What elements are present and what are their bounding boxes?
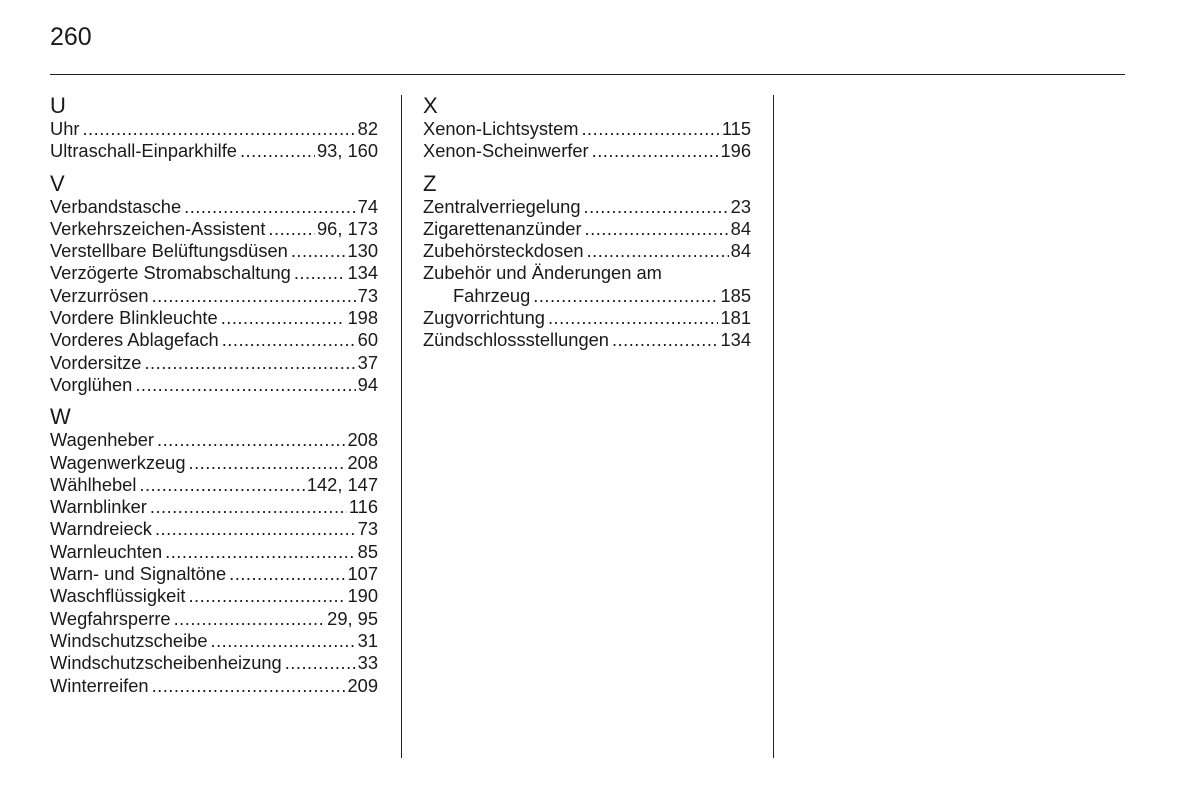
dot-leader [184, 196, 356, 218]
index-entry-pages: 142, 147 [306, 473, 378, 495]
index-entry-pages: 115 [721, 118, 751, 139]
index-entry-term: Wählhebel [50, 473, 137, 495]
index-entry-pages: 208 [347, 429, 378, 451]
index-column-2 [423, 95, 751, 362]
dot-leader [587, 240, 729, 262]
index-entry-term: Verzurrösen [50, 284, 149, 306]
index-entry-term: Wegfahrsperre [50, 607, 171, 629]
index-entry [50, 352, 378, 374]
index-entry [423, 118, 751, 140]
index-entry-pages: 190 [347, 585, 378, 607]
index-entry-pages: 181 [720, 307, 751, 329]
index-entry-pages: 96, 173 [317, 217, 378, 239]
dot-leader [548, 307, 719, 329]
section-letter: V [50, 170, 65, 196]
column-divider [773, 95, 774, 758]
index-entry-pages: 33 [357, 652, 378, 674]
index-entry-pages: 94 [357, 373, 378, 395]
index-entry [50, 196, 378, 218]
dot-leader [188, 585, 345, 607]
index-entry [423, 329, 751, 351]
index-entry-pages: 198 [347, 307, 378, 329]
index-entry-term: Warnblinker [50, 496, 147, 518]
index-entry-pages: 134 [720, 329, 751, 351]
index-entry-term: Windschutzscheibenheizung [50, 652, 282, 674]
dot-leader [174, 608, 326, 630]
index-entry-term: Zündschlossstellungen [423, 329, 609, 351]
index-entry-pages: 93, 160 [317, 140, 378, 162]
dot-leader [222, 329, 356, 351]
index-entry [50, 541, 378, 563]
index-entry-pages: 130 [347, 240, 378, 262]
dot-leader [155, 518, 356, 540]
index-entry [50, 563, 378, 585]
index-entry-term: Zentralverriegelung [423, 195, 581, 217]
index-entry-pages: 82 [357, 118, 378, 139]
section-letter: Z [423, 170, 437, 196]
index-entry [50, 329, 378, 351]
index-entry-pages: 196 [720, 140, 751, 162]
index-entry [50, 652, 378, 674]
index-entry-term: Vordersitze [50, 351, 142, 373]
index-entry [423, 218, 751, 240]
index-entry [50, 496, 378, 518]
index-entry-pages: 85 [357, 540, 378, 562]
index-entry-pages: 116 [348, 496, 378, 518]
index-entry-term: Verbandstasche [50, 195, 182, 217]
index-entry-term: Wagenwerkzeug [50, 451, 186, 473]
index-entry-pages: 84 [730, 240, 751, 262]
index-entry-term: Xenon-Scheinwerfer [423, 140, 589, 162]
index-entry [50, 518, 378, 540]
index-entry-pages: 73 [357, 518, 378, 540]
index-entry-pages: 208 [347, 451, 378, 473]
index-entry-term: Uhr [50, 118, 80, 139]
index-section [423, 95, 751, 163]
index-entry-term: Vordere Blinkleuchte [50, 307, 218, 329]
index-entry [423, 285, 751, 307]
dot-leader [612, 329, 719, 351]
index-entry-term: Zugvorrichtung [423, 307, 545, 329]
index-entry [50, 262, 378, 284]
index-entry [50, 630, 378, 652]
index-entry [50, 585, 378, 607]
index-entry [50, 140, 378, 162]
dot-leader [152, 675, 346, 697]
index-entry-term: Waschflüssigkeit [50, 585, 186, 607]
index-entry-term: Windschutzscheibe [50, 629, 208, 651]
index-entry [423, 196, 751, 218]
page-number: 260 [50, 23, 92, 51]
index-entry-term: Verstellbare Belüftungsdüsen [50, 240, 288, 262]
dot-leader [585, 218, 729, 240]
index-entry [50, 474, 378, 496]
dot-leader [229, 563, 345, 585]
index-entry-term: Warnleuchten [50, 540, 163, 562]
section-letter: U [50, 93, 66, 118]
section-letter: X [423, 93, 438, 118]
index-entry-term: Warn- und Signaltöne [50, 563, 227, 585]
index-entry-term: Winterreifen [50, 674, 149, 696]
index-entry-continuation: Fahrzeug [453, 284, 531, 306]
index-entry-term: Wagenheber [50, 429, 155, 451]
dot-leader [592, 140, 719, 162]
index-entry-pages: 134 [347, 262, 378, 284]
index-entry-term: Zigarettenanzünder [423, 217, 582, 239]
index-section [50, 170, 378, 397]
index-entry-term: Zubehör und Änderungen am [423, 262, 662, 284]
index-entry-pages: 29, 95 [327, 607, 378, 629]
index-entry-term: Zubehörsteckdosen [423, 240, 584, 262]
dot-leader [150, 496, 347, 518]
dot-leader [285, 652, 356, 674]
index-entry [50, 675, 378, 697]
dot-leader [139, 474, 304, 496]
index-section [50, 95, 378, 163]
index-entry [50, 118, 378, 140]
section-letter: W [50, 404, 71, 430]
dot-leader [581, 118, 719, 140]
index-entry-term: Verzögerte Stromabschaltung [50, 262, 291, 284]
index-entry-pages: 73 [357, 284, 378, 306]
index-entry-pages: 37 [357, 351, 378, 373]
column-divider [401, 95, 402, 758]
index-entry [50, 240, 378, 262]
dot-leader [211, 630, 356, 652]
index-entry [50, 608, 378, 630]
index-entry-term: Vorderes Ablagefach [50, 329, 219, 351]
index-entry-term: Verkehrszeichen-Assistent [50, 217, 266, 239]
index-section [50, 406, 378, 697]
dot-leader [144, 352, 355, 374]
dot-leader [584, 196, 729, 218]
dot-leader [291, 240, 346, 262]
index-entry-pages: 23 [730, 195, 751, 217]
index-entry [50, 285, 378, 307]
index-entry-pages: 31 [357, 629, 378, 651]
index-entry [50, 307, 378, 329]
index-entry-pages: 84 [730, 217, 751, 239]
dot-leader [152, 285, 356, 307]
index-entry [50, 452, 378, 474]
index-entry-pages: 74 [357, 195, 378, 217]
dot-leader [189, 452, 346, 474]
dot-leader [135, 374, 355, 396]
dot-leader [82, 118, 355, 140]
index-entry [423, 140, 751, 162]
index-entry-term: Ultraschall-Einparkhilfe [50, 140, 237, 162]
index-entry [50, 429, 378, 451]
dot-leader [294, 262, 346, 284]
index-entry [423, 307, 751, 329]
dot-leader [157, 429, 345, 451]
dot-leader [533, 285, 718, 307]
index-entry-term: Warndreieck [50, 518, 152, 540]
dot-leader [268, 218, 315, 240]
index-entry-pages: 107 [347, 563, 378, 585]
index-entry-pages: 185 [720, 284, 751, 306]
index-column-1 [50, 95, 378, 707]
index-entry-term: Vorglühen [50, 373, 133, 395]
index-section [423, 170, 751, 352]
index-entry [50, 218, 378, 240]
index-entry [50, 374, 378, 396]
index-entry-pages: 60 [357, 329, 378, 351]
index-entry [423, 240, 751, 262]
header-rule [50, 74, 1125, 75]
dot-leader [240, 140, 315, 162]
index-entry-pages: 209 [347, 674, 378, 696]
dot-leader [221, 307, 346, 329]
dot-leader [165, 541, 356, 563]
index-entry-term: Xenon-Lichtsystem [423, 118, 579, 139]
